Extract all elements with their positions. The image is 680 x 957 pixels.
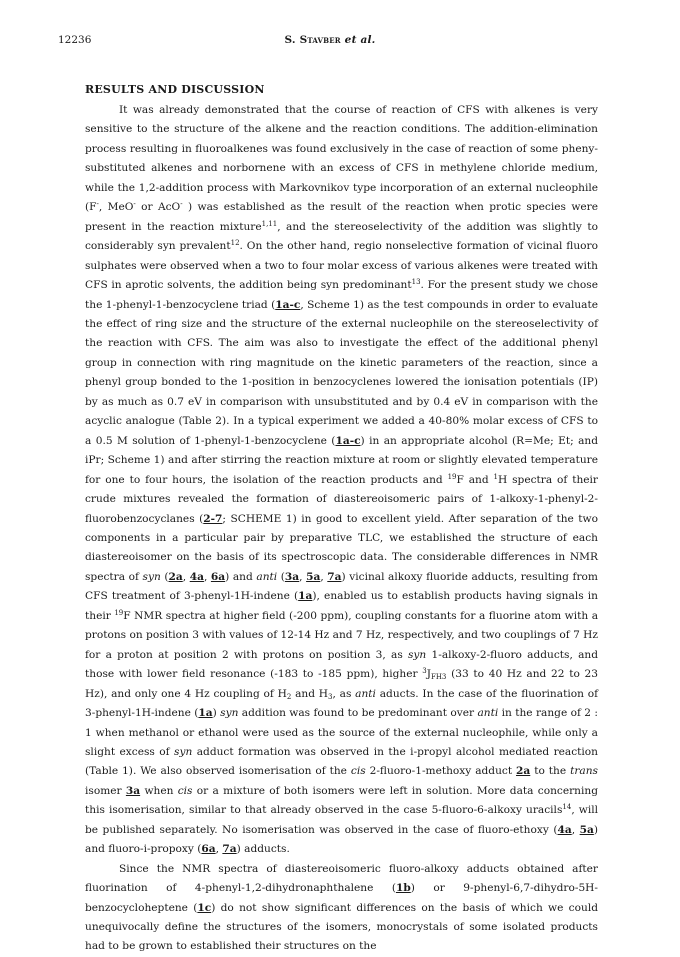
italic-term: syn — [142, 570, 161, 583]
text-run: ) was established as the result of the reaction when protic species were present in the reaction mixture — [85, 201, 598, 233]
superscript: 1 — [493, 472, 498, 481]
text-run: in the range of 2 : 1 when methanol or ethanol were used as the source of the external nucleophile, while only a slight excess of — [85, 707, 598, 758]
compound-ref: 5a — [306, 570, 321, 583]
body-text — [85, 101, 598, 957]
reference-superscript: 13 — [411, 278, 421, 287]
compound-ref: 1b — [396, 882, 411, 895]
italic-term: syn — [408, 648, 427, 661]
subscript: FH3 — [430, 673, 447, 682]
text-run: adduct formation was observed in the i-propyl alcohol mediated reaction (Table 1). We also observed isomerisation of the — [85, 745, 598, 778]
text-run: addition was found to be predominant over — [238, 707, 478, 720]
et-al: et al. — [340, 34, 376, 46]
text-run: , will be published separately. No isomerisation was observed in the case of fluoro-ethoxy ( — [85, 804, 598, 836]
italic-term: cis — [350, 765, 366, 778]
subscript: 2 — [286, 692, 292, 701]
text-run: ) — [212, 707, 221, 720]
text-run: ( — [160, 570, 169, 583]
paragraph-1 — [85, 101, 598, 860]
italic-term: anti — [355, 687, 376, 700]
compound-ref: 5a — [579, 823, 594, 836]
compound-ref: 4a — [189, 570, 204, 583]
text-run: , — [203, 570, 211, 583]
author-surname: Stavber — [299, 34, 341, 46]
author-initial: S. — [284, 34, 300, 46]
text-run: or a mixture of both isomers were left in solution. More data concerning this isomerisation, similar to that already observed in the case 5-fluoro-6-alkoxy uracils — [85, 784, 598, 817]
compound-ref: 3a — [125, 784, 141, 797]
text-run: . For the present study we chose the 1-phenyl-1-benzocyclene triad ( — [85, 279, 599, 311]
text-run: F and — [456, 473, 494, 486]
text-run: , — [182, 570, 190, 583]
italic-term: syn — [174, 745, 193, 758]
compound-ref: 1a — [298, 590, 313, 603]
text-run: , MeO — [98, 201, 134, 214]
reference-superscript: 14 — [562, 803, 572, 812]
text-run: H spectra of their crude mixtures revealed the formation of diastereoisomeric pairs of 1-alkoxy-1-phenyl-2-fluorobenzocyclanes ( — [85, 473, 598, 525]
italic-term: syn — [220, 707, 239, 720]
text-run: , as — [332, 687, 356, 700]
compound-ref: 2-7 — [203, 512, 223, 525]
italic-term: anti — [256, 570, 278, 583]
superscript: - — [180, 200, 183, 209]
reference-superscript: 1,11 — [261, 219, 278, 228]
text-run: to the — [530, 765, 571, 778]
text-run: aducts. In the case of the fluorination of 3-phenyl-1H-indene ( — [85, 687, 598, 720]
text-run: ; SCHEME 1) in good to excellent yield. After separation of the two components in a particular pair by preparative TLC, we established the structure of each diastereoisomer on the basis of its spectroscopic data. The considerable differences in NMR spectra of — [85, 512, 598, 583]
text-run: isomer — [85, 784, 126, 797]
text-run: 1-alkoxy-2-fluoro adducts, and those with lower field resonance (-183 to -185 ppm), higher — [85, 648, 598, 681]
superscript: 19 — [447, 472, 457, 481]
text-run: and H — [291, 687, 329, 700]
compound-ref: 1a — [198, 707, 213, 720]
compound-ref: 1a-c — [275, 298, 301, 311]
compound-ref: 7a — [327, 570, 342, 583]
reference-superscript: 12 — [230, 239, 240, 248]
text-run: , — [215, 843, 223, 856]
text-run: ) adducts. — [236, 843, 290, 856]
text-run: ), enabled us to establish products having signals in their — [85, 590, 598, 622]
text-run: when — [140, 784, 178, 797]
text-run: , — [299, 570, 307, 583]
running-head — [58, 34, 602, 46]
compound-ref: 7a — [222, 843, 237, 856]
compound-ref: 6a — [201, 843, 216, 856]
text-run: ) or 9-phenyl-6,7-dihydro-5H-benzocycloheptene ( — [85, 882, 599, 914]
text-run: J — [426, 668, 431, 681]
section-title: RESULTS AND DISCUSSION — [85, 83, 265, 96]
text-run: It was already demonstrated that the course of reaction of CFS with alkenes is very sensitive to the structure of the alkene and the reaction conditions. The addition-elimination process resulting in fluoroalkenes was found exclusively in the case of reaction of some pheny-substituted alkenes and norbornene with an excess of CFS in methylene chloride medium, while the 1,2-addition process with Markovnikov type incorporation of an external nucleophile (F — [85, 104, 598, 214]
superscript: - — [96, 200, 99, 209]
compound-ref: 2a — [516, 765, 531, 778]
compound-ref: 1c — [197, 901, 212, 914]
compound-ref: 2a — [168, 570, 183, 583]
text-run: 2-fluoro-1-methoxy adduct — [365, 765, 517, 778]
superscript: 19 — [114, 608, 124, 617]
compound-ref: 3a — [284, 570, 300, 583]
compound-ref: 4a — [557, 823, 572, 836]
page-header — [58, 34, 602, 50]
paragraph-2 — [85, 860, 598, 957]
italic-term: trans — [570, 765, 598, 778]
text-run: or AcO — [135, 201, 181, 214]
text-run: , — [571, 823, 580, 836]
text-run: ) in an appropriate alcohol (R=Me; Et; and iPr; Scheme 1) and after stirring the reaction mixture at room or slightly elevated temperature for one to four hours, the isolation of the reaction products and — [85, 434, 598, 486]
compound-ref: 1a-c — [335, 434, 361, 447]
text-run: ( — [277, 570, 285, 583]
text-run: , Scheme 1) as the test compounds in order to evaluate the effect of ring size and the structure of the external nucleophile on the stereoselectivity of the reaction with CFS. The aim was also to investigate the effect of the additional phenyl group in connection with ring magnitude on the kinetic parameters of the reaction, since a phenyl group bonded to the 1-position in benzocyclenes lowered the ionisation potentials (IP) by as much as 0.7 eV in comparison with unsubstituted and by 0.4 eV in comparison with the acyclic analogue (Table 2). In a typical experiment we added a 40-80% molar excess of CFS to a 0.5 M solution of 1-phenyl-1-benzocyclene ( — [85, 298, 598, 447]
text-run: . On the other hand, regio nonselective formation of vicinal fluoro sulphates were observed when a two to four molar excess of various alkenes were treated with CFS in aprotic solvents, the addition being syn predominant — [85, 240, 598, 292]
compound-ref: 6a — [210, 570, 226, 583]
italic-term: cis — [177, 784, 193, 797]
text-run: , and the stereoselectivity of the addition was slightly to considerably syn prevalent — [85, 220, 598, 253]
text-run: , — [320, 570, 328, 583]
superscript: 3 — [422, 667, 427, 676]
subscript: 3 — [328, 692, 333, 701]
superscript: - — [133, 200, 136, 209]
text-run: ) and fluoro-i-propoxy ( — [85, 823, 598, 856]
text-run: F NMR spectra at higher field (-200 ppm), coupling constants for a fluorine atom with a protons on position 3 with values of 12-14 Hz and 7 Hz, respectively, and two couplings of 7 Hz for a proton at position 2 with protons on position 3, as — [85, 609, 599, 661]
text-run: ) vicinal alkoxy fluoride adducts, resulting from CFS treatment of 3-phenyl-1H-indene ( — [85, 570, 598, 603]
page-number: 12236 — [58, 34, 92, 46]
text-run: Since the NMR spectra of diastereoisomeric fluoro-alkoxy adducts obtained after fluorination of 4-phenyl-1,2-dihydronaphthalene ( — [85, 862, 598, 895]
italic-term: anti — [477, 707, 499, 720]
text-run: ) and — [225, 570, 257, 583]
text-run: ) do not show significant differences on the basis of which we could unequivocally define the structures of the isomers, monocrystals of some isolated products had to be grown to established their structures on the — [85, 901, 598, 953]
text-run: (33 to 40 Hz and 22 to 23 Hz), and only one 4 Hz coupling of H — [85, 668, 598, 700]
